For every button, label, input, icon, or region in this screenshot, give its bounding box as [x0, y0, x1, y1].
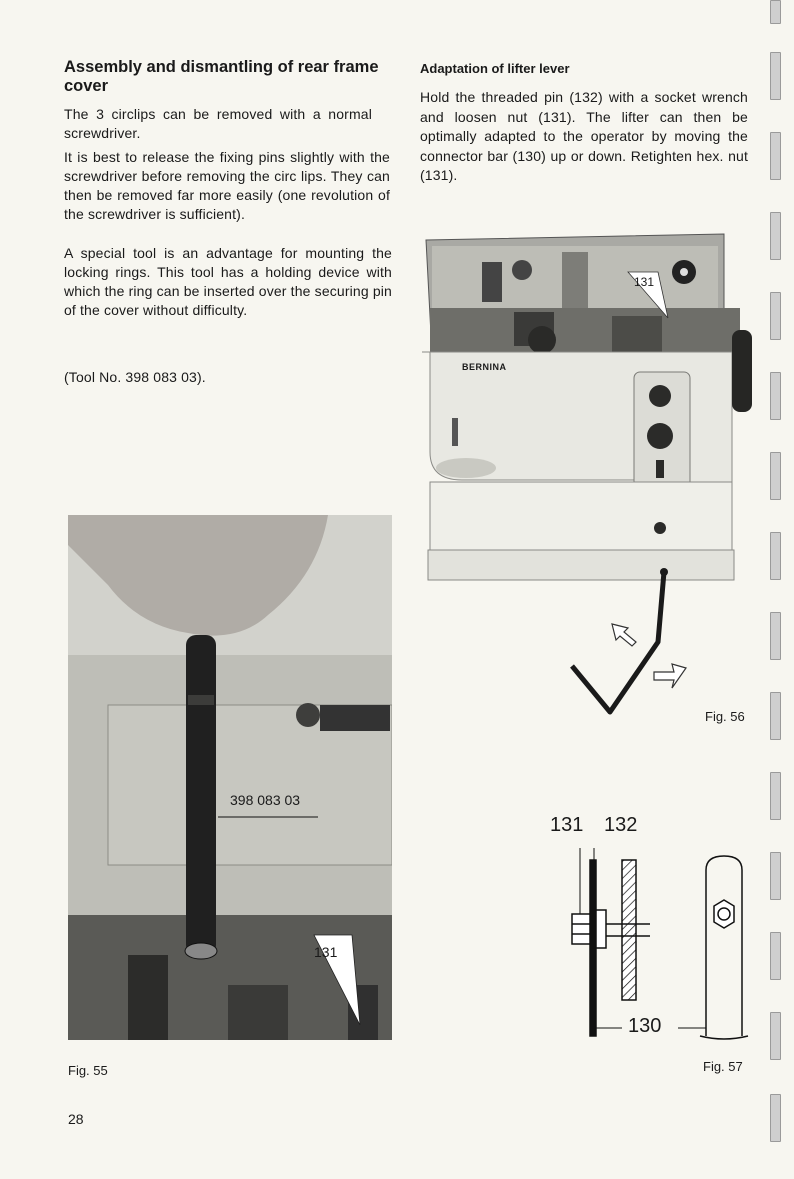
- paragraph-circlips: The 3 circlips can be removed with a normal screwdriver.: [64, 106, 372, 141]
- binder-tab: [770, 1094, 781, 1142]
- fig56-label-131: 131: [634, 275, 655, 289]
- tool-number-note: (Tool No. 398 083 03).: [64, 369, 206, 385]
- fig55-caption: Fig. 55: [68, 1063, 108, 1078]
- binder-tab: [770, 932, 781, 980]
- binder-tab: [770, 532, 781, 580]
- binder-tab: [770, 292, 781, 340]
- binder-tab: [770, 212, 781, 260]
- fig56-brand-logo: BERNINA: [462, 362, 507, 372]
- binder-tab: [770, 1012, 781, 1060]
- binder-tab: [770, 852, 781, 900]
- fig56-caption: Fig. 56: [705, 709, 745, 724]
- fig57-label-131: 131: [550, 814, 584, 836]
- fig55-tool-photo: [68, 515, 392, 1040]
- binder-tab: [770, 372, 781, 420]
- fig57-label-132: 132: [604, 814, 638, 836]
- binder-tab: [770, 612, 781, 660]
- fig56-sewing-machine-photo: [422, 232, 752, 722]
- section-heading-lifter-lever: Adaptation of lifter lever: [420, 61, 570, 76]
- fig55-label-131: 131: [314, 944, 338, 960]
- section-heading-rear-frame-cover: Assembly and dismantling of rear frame cover: [64, 58, 379, 95]
- paragraph-special-tool: A special tool is an advantage for mounting the locking rings. This tool has a holding device with which the ring can be inserted over the securing pin of the cover without difficulty.: [64, 245, 392, 318]
- paragraph-lifter-adaptation: Hold the threaded pin (132) with a socket wrench and loosen nut (131). The lifter can then be optimally adapted to the operator by moving the connector bar (130) up or down. Retighten hex. nut (131).: [420, 89, 748, 183]
- binder-tab: [770, 0, 781, 24]
- paragraph-fixing-pins: It is best to release the fixing pins slightly with the screwdriver before removing the circ lips. They can then be removed far more easily (one revolution of the screwdriver is sufficient).: [64, 149, 390, 222]
- fig55-tool-label: 398 083 03: [230, 792, 301, 808]
- binder-tab: [770, 692, 781, 740]
- binder-tab: [770, 52, 781, 100]
- binder-tab: [770, 452, 781, 500]
- fig57-caption: Fig. 57: [703, 1059, 743, 1074]
- binder-tab: [770, 772, 781, 820]
- page-number: 28: [68, 1111, 84, 1127]
- fig57-label-130: 130: [628, 1015, 662, 1037]
- binder-tab: [770, 132, 781, 180]
